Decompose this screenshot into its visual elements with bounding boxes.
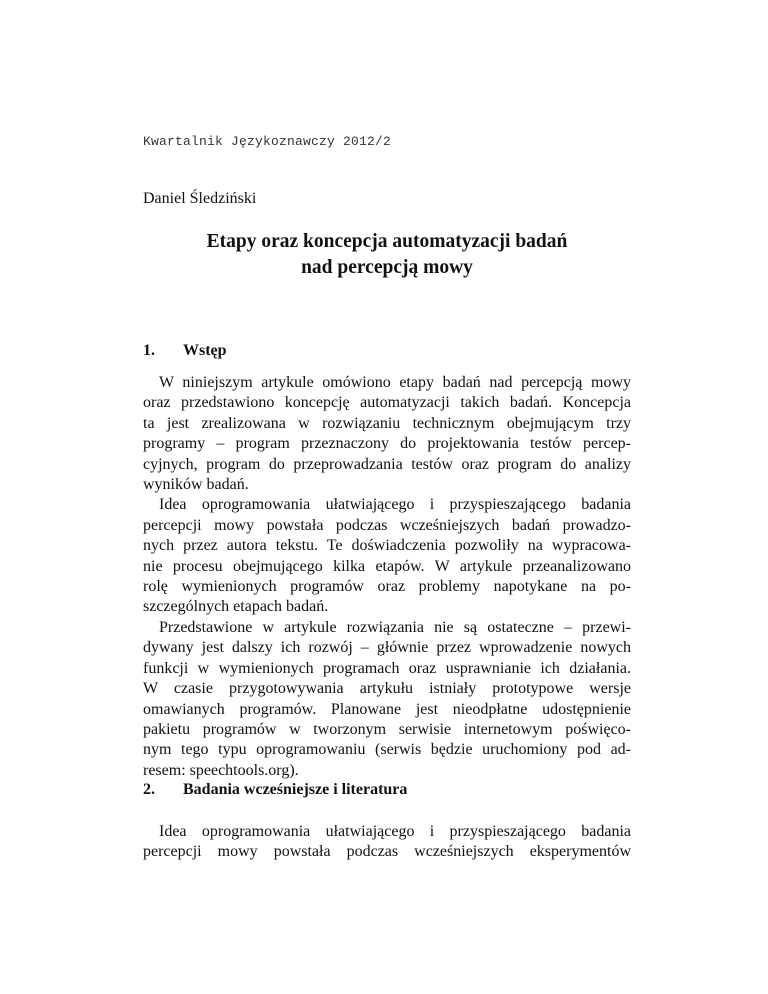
section-title: Badania wcześniejsze i literatura	[183, 781, 408, 798]
text-line: dywany jest dalszy ich rozwój – głównie przez wprowadzenie nowych	[143, 639, 631, 657]
article-title	[143, 229, 631, 281]
author-name: Daniel Śledziński	[143, 190, 257, 207]
text-line: funkcji w wymienionych programach oraz usprawnianie ich działania.	[143, 659, 631, 677]
text-line: rolę wymienionych programów oraz problemy napotykane na po-	[143, 578, 631, 596]
text-line: resem: speechtools.org).	[143, 761, 299, 779]
text-line: percepcji mowy powstała podczas wcześniejszych badań prowadzo-	[143, 516, 631, 534]
text-line: Idea oprogramowania ułatwiającego i przyspieszającego badania	[159, 823, 631, 840]
section-number: 2.	[143, 781, 155, 798]
text-line: W czasie przygotowywania artykułu istniały prototypowe wersje	[143, 680, 631, 698]
section-heading-1	[143, 342, 227, 360]
section-number: 1.	[143, 342, 155, 359]
text-line: Idea oprogramowania ułatwiającego i przyspieszającego badania	[159, 496, 631, 514]
text-line: Przedstawione w artykule rozwiązania nie są ostateczne – przewi-	[159, 618, 631, 636]
title-line-2: nad percepcją mowy	[301, 257, 473, 278]
text-line: percepcji mowy powstała podczas wcześniejszych eksperymentów	[143, 843, 631, 861]
text-line: pakietu programów w tworzonym serwisie internetowym poświęco-	[143, 720, 631, 738]
text-line: ta jest zrealizowana w rozwiązaniu technicznym obejmującym trzy	[143, 414, 631, 432]
text-line: nie procesu obejmującego kilka etapów. W artykule przeanalizowano	[143, 557, 631, 575]
section-title: Wstęp	[183, 342, 227, 359]
section-heading-2	[143, 781, 407, 799]
text-line: nych przez autora tekstu. Te doświadczenia pozwoliły na wypracowa-	[143, 537, 631, 555]
text-line: nym tego typu oprogramowaniu (serwis będzie uruchomiony pod ad-	[143, 741, 631, 759]
text-line: wyników badań.	[143, 476, 249, 494]
text-line: szczególnych etapach badań.	[143, 598, 329, 616]
text-line: W niniejszym artykule omówiono etapy badań nad percepcją mowy	[159, 374, 631, 391]
journal-header: Kwartalnik Językoznawczy 2012/2	[143, 134, 392, 149]
section-2-body	[143, 822, 631, 863]
text-line: cyjnych, program do przeprowadzania testów oraz program do analizy	[143, 455, 631, 473]
title-line-1: Etapy oraz koncepcja automatyzacji badań	[206, 231, 568, 252]
section-1-body	[143, 373, 631, 781]
text-line: omawianych programów. Planowane jest nieodpłatne udostępnienie	[143, 700, 631, 718]
text-line: oraz przedstawiono koncepcję automatyzacji takich badań. Koncepcja	[143, 394, 631, 412]
text-line: programy – program przeznaczony do projektowania testów percep-	[143, 435, 631, 453]
